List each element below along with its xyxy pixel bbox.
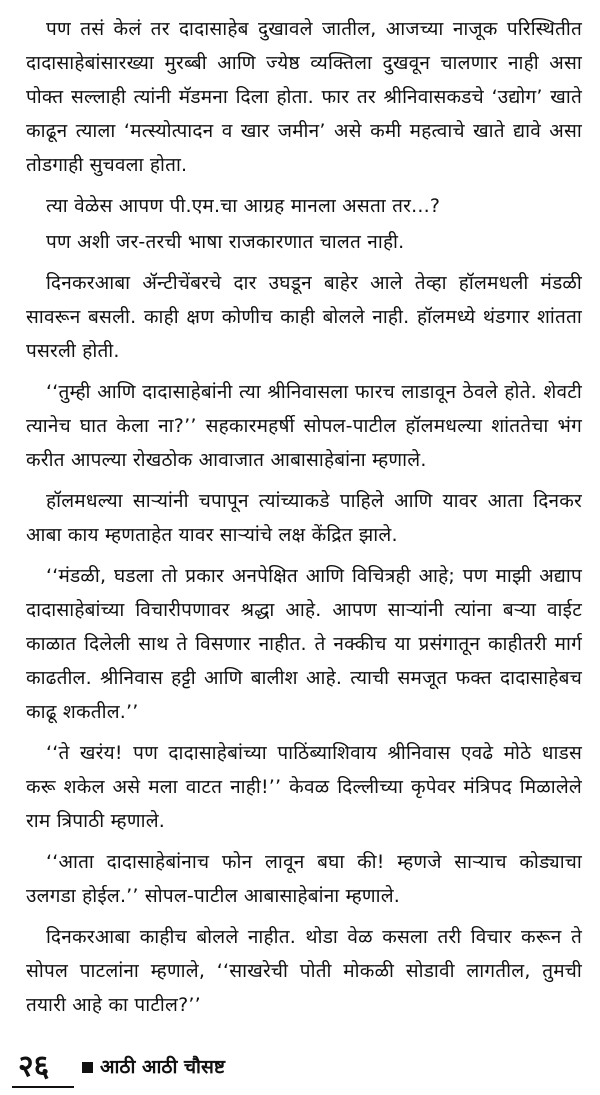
paragraph: पण तसं केलं तर दादासाहेब दुखावले जातील, आजच्या नाजूक परिस्थितीत दादासाहेबांसारख्या मुरब्बी आणि ज्येष्ठ व्यक्तिला दुखवून चालणार नाही असा पोक्त सल्लाही त्यांनी मॅडमना दिला होता. फार तर श्रीनिवासकडचे ‘उद्योग’ खाते काढून त्याला ‘मत्स्योत्पादन व खार जमीन’ असे कमी महत्वाचे खाते द्यावे असा तोडगाही सुचवला होता. bbox=[26, 18, 582, 176]
paragraph: ‘‘आता दादासाहेबांनाच फोन लावून बघा की! म्हणजे साऱ्याच कोड्याचा उलगडा होईल.’’ सोपल-पाटील आबासाहेबांना म्हणाले. bbox=[26, 851, 582, 907]
footer-rule bbox=[12, 1086, 74, 1088]
paragraph: ‘‘मंडळी, घडला तो प्रकार अनपेक्षित आणि विचित्रही आहे; पण माझी अद्याप दादासाहेबांच्या विचारीपणावर श्रद्धा आहे. आपण साऱ्यांनी त्यांना बऱ्या वाईट काळात दिलेली साथ ते विसणार नाहीत. ते नक्कीच या प्रसंगातून काहीतरी मार्ग काढतील. श्रीनिवास हट्टी आणि बालीश आहे. त्याची समजूत फक्त दादासाहेबच काढू शकतील.’’ bbox=[26, 565, 582, 723]
page-body-text bbox=[26, 12, 582, 1029]
paragraph: पण अशी जर-तरची भाषा राजकारणात चालत नाही. bbox=[46, 231, 405, 253]
paragraph: दिनकरआबा ॲन्टीचेंबरचे दार उघडून बाहेर आले तेव्हा हॉलमधली मंडळी सावरून बसली. काही क्षण कोणीच काही बोलले नाही. हॉलमध्ये थंडगार शांतता पसरली होती. bbox=[26, 272, 582, 362]
paragraph: दिनकरआबा काहीच बोलले नाहीत. थोडा वेळ कसला तरी विचार करून ते सोपल पाटलांना म्हणाले, ‘‘साखरेची पोती मोकळी सोडावी लागतील, तुमची तयारी आहे का पाटील?’’ bbox=[26, 926, 582, 1016]
paragraph: त्या वेळेस आपण पी.एम.चा आग्रह मानला असता तर...? bbox=[46, 195, 441, 217]
page-footer bbox=[12, 1050, 572, 1086]
paragraph: हॉलमधल्या साऱ्यांनी चपापून त्यांच्याकडे पाहिले आणि यावर आता दिनकर आबा काय म्हणताहेत यावर साऱ्यांचे लक्ष केंद्रित झाले. bbox=[26, 490, 582, 546]
page-number: २६ bbox=[18, 1049, 50, 1084]
running-book-title: आठी आठी चौसष्ट bbox=[100, 1056, 225, 1078]
paragraph: ‘‘तुम्ही आणि दादासाहेबांनी त्या श्रीनिवासला फारच लाडावून ठेवले होते. शेवटी त्यानेच घात केला ना?’’ सहकारमहर्षी सोपल-पाटील हॉलमधल्या शांततेचा भंग करीत आपल्या रोखठोक आवाजात आबासाहेबांना म्हणाले. bbox=[26, 381, 582, 471]
paragraph: ‘‘ते खरंय! पण दादासाहेबांच्या पाठिंब्याशिवाय श्रीनिवास एवढे मोठे धाडस करू शकेल असे मला वाटत नाही!’’ केवळ दिल्लीच्या कृपेवर मंत्रिपद मिळालेले राम त्रिपाठी म्हणाले. bbox=[26, 742, 582, 832]
square-bullet-icon bbox=[82, 1062, 93, 1073]
